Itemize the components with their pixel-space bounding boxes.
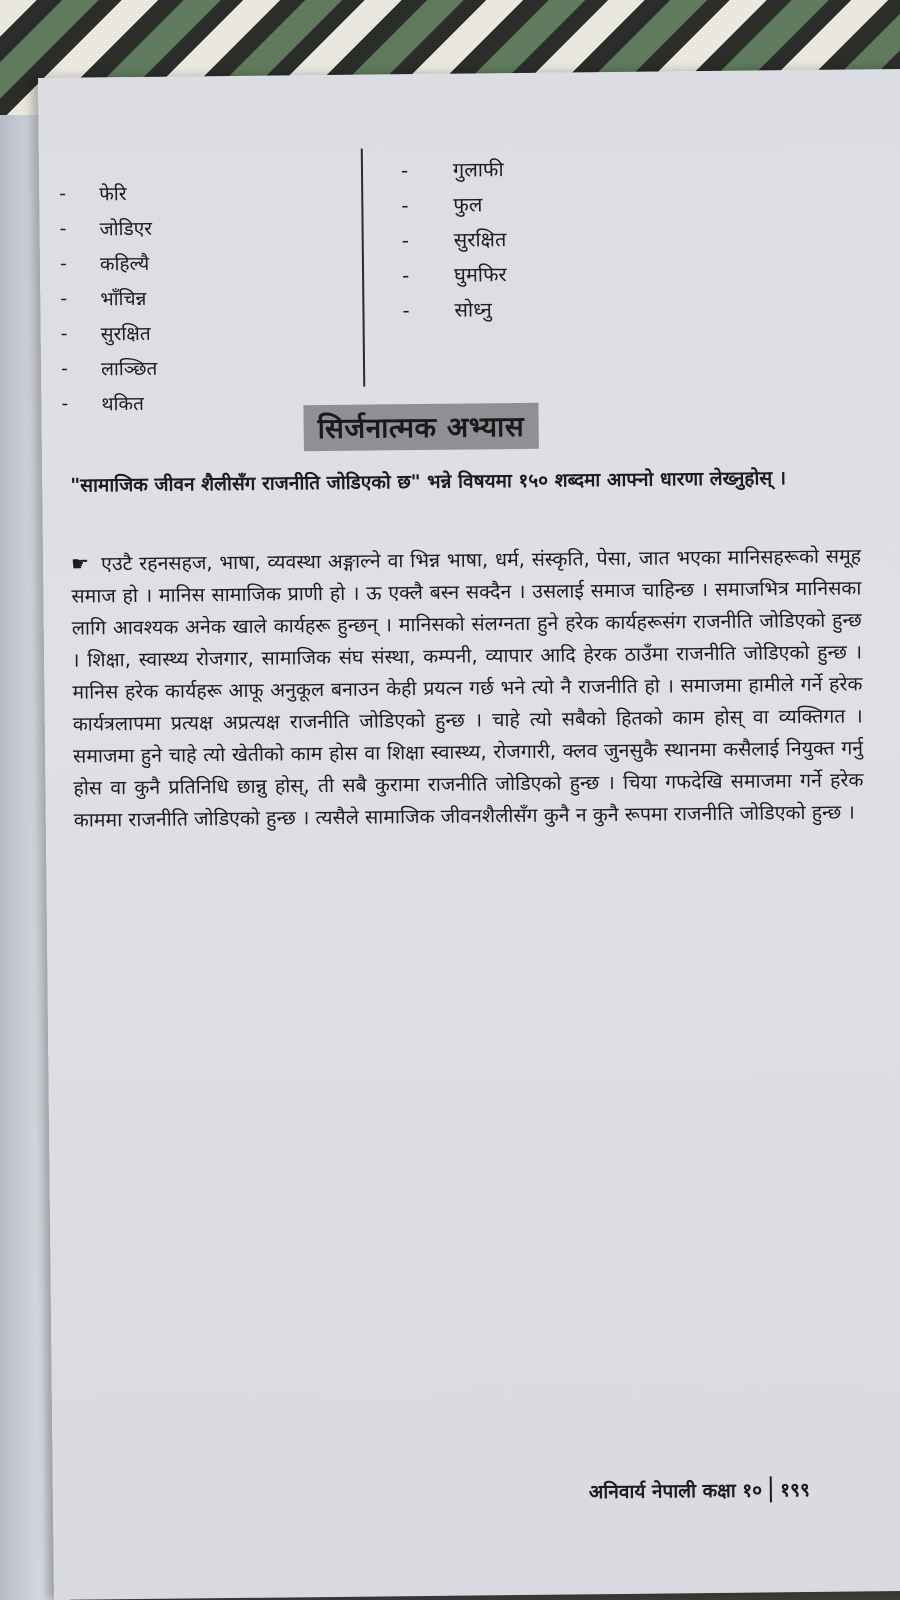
page-footer bbox=[589, 1476, 810, 1504]
word-list-left bbox=[59, 175, 158, 421]
list-item: - फेरि bbox=[59, 182, 127, 205]
list-item: - भाँचिन्न bbox=[60, 287, 147, 310]
column-divider bbox=[361, 149, 365, 387]
word-list-right bbox=[401, 151, 507, 327]
exercise-question: "सामाजिक जीवन शैलीसँग राजनीति जोडिएको छ" भन्ने विषयमा १५० शब्दमा आफ्नो धारणा लेख्नुहोस् । bbox=[70, 467, 787, 497]
list-item: - जोडिएर bbox=[59, 217, 153, 240]
section-heading: सिर्जनात्मक अभ्यास bbox=[303, 403, 538, 451]
list-item: - कहिल्यै bbox=[59, 252, 150, 275]
pointing-hand-icon: ☛ bbox=[70, 551, 90, 576]
list-item: - थकित bbox=[61, 392, 145, 415]
answer-paragraph bbox=[71, 539, 864, 836]
page-number: १९९ bbox=[780, 1478, 810, 1502]
book-title: अनिवार्य नेपाली कक्षा १० bbox=[588, 1479, 763, 1504]
list-item: - गुलाफी bbox=[400, 157, 504, 182]
footer-divider bbox=[770, 1476, 772, 1502]
answer-text: एउटै रहनसहज, भाषा, व्यवस्था अङ्गाल्ने वा भिन्न भाषा, धर्म, संस्कृति, पेसा, जात भएका मानिसहरूको समूह समाज हो । मानिस सामाजिक प्राणी हो । ऊ एक्लै बस्न सक्दैन । उसलाई समाज चाहिन्छ । समाजभित्र मानिसका लागि आवश्यक अनेक खाले कार्यहरू हुन्छन् । मानिसको संलग्नता हुने हरेक कार्यहरूसंग राजनीति जोडिएको हुन्छ । शिक्षा, स्वास्थ्य रोजगार, सामाजिक संघ संस्था, कम्पनी, व्यापार आदि हेरक ठाउँमा राजनीति जोडिएको हुन्छ । मानिस हरेक कार्यहरू आफू अनुकूल बनाउन केही प्रयत्न गर्छ भने त्यो नै राजनीति हो । समाजमा हामीले गर्ने हरेक कार्यत्रलापमा प्रत्यक्ष अप्रत्यक्ष राजनीति जोडिएको हुन्छ । चाहे त्यो सबैको हितको काम होस् वा व्यक्तिगत । समाजमा हुने चाहे त्यो खेतीको काम होस वा शिक्षा स्वास्थ्य, रोजगारी, क्लव जुनसुकै स्थानमा कसैलाई नियुक्त गर्नु होस वा कुनै प्रतिनिधि छान्नु होस्, ती सबै कुरामा राजनीति जोडिएको हुन्छ । चिया गफदेखि समाजमा गर्ने हरेक काममा राजनीति जोडिएको हुन्छ । त्यसैले सामाजिक जीवनशैलीसँग कुनै न कुनै रूपमा राजनीति जोडिएको हुन्छ । bbox=[71, 544, 864, 832]
list-item: - घुमफिर bbox=[401, 262, 507, 287]
list-item: - लाञ्छित bbox=[60, 357, 158, 380]
list-item: - सोध्नु bbox=[402, 297, 492, 322]
list-item: - सुरक्षित bbox=[401, 227, 507, 252]
list-item: - फुल bbox=[401, 192, 483, 217]
list-item: - सुरक्षित bbox=[60, 322, 151, 345]
book-page bbox=[38, 69, 900, 1600]
